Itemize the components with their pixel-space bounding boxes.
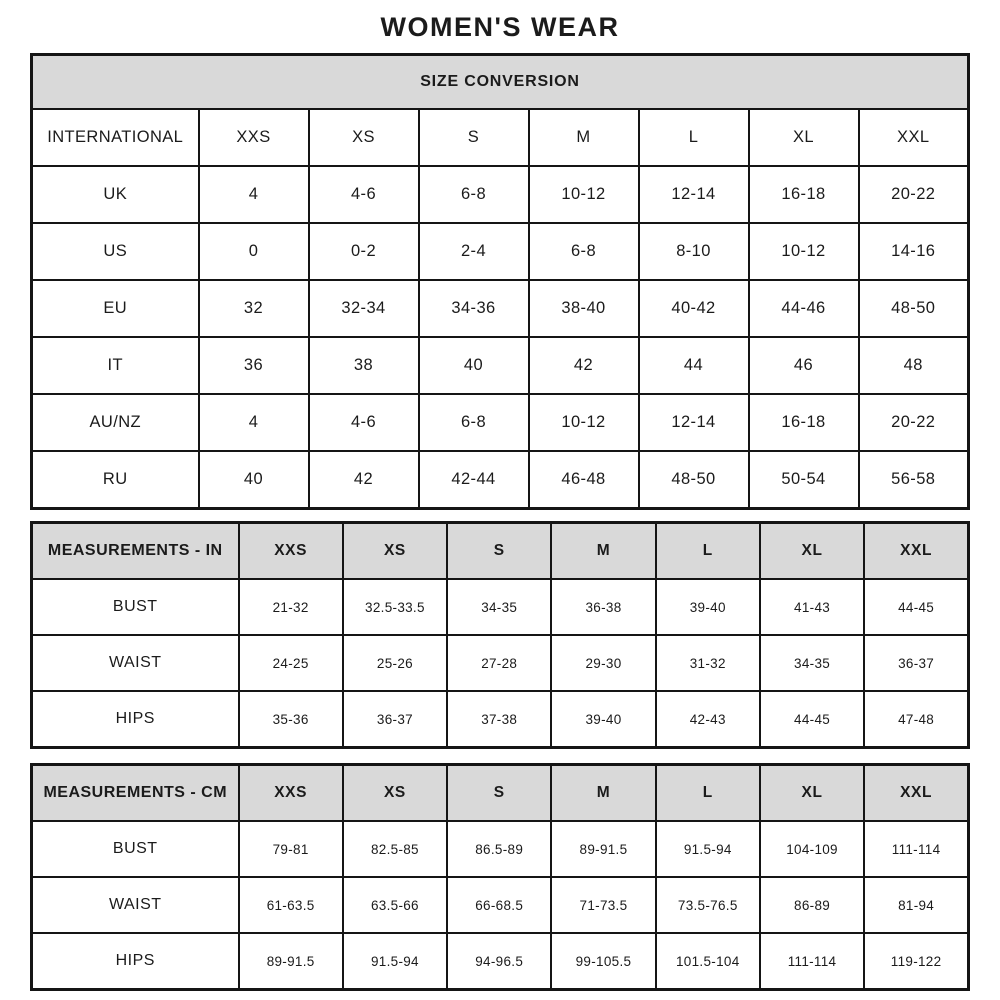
value-cell: 119-122	[864, 933, 968, 990]
table-row	[32, 635, 969, 691]
table-row	[32, 691, 969, 748]
column-header-row	[32, 109, 969, 166]
value-cell: 89-91.5	[239, 933, 343, 990]
value-cell: 104-109	[760, 821, 864, 877]
size-header-xxs: XXS	[239, 523, 343, 580]
value-cell: 73.5-76.5	[656, 877, 760, 933]
value-cell: 31-32	[656, 635, 760, 691]
value-cell: 82.5-85	[343, 821, 447, 877]
value-cell: 91.5-94	[656, 821, 760, 877]
size-header-l: L	[639, 109, 749, 166]
value-cell: 20-22	[859, 394, 969, 451]
value-cell: 4-6	[309, 394, 419, 451]
value-cell: 101.5-104	[656, 933, 760, 990]
value-cell: 32.5-33.5	[343, 579, 447, 635]
size-header-xs: XS	[309, 109, 419, 166]
value-cell: 36-38	[551, 579, 655, 635]
row-label: WAIST	[32, 635, 239, 691]
table-row	[32, 394, 969, 451]
value-cell: 24-25	[239, 635, 343, 691]
row-label: RU	[32, 451, 199, 509]
size-header-s: S	[447, 765, 551, 822]
value-cell: 44-46	[749, 280, 859, 337]
row-label: BUST	[32, 579, 239, 635]
size-header-l: L	[656, 765, 760, 822]
value-cell: 44	[639, 337, 749, 394]
value-cell: 71-73.5	[551, 877, 655, 933]
value-cell: 36-37	[343, 691, 447, 748]
value-cell: 42	[529, 337, 639, 394]
row-label: BUST	[32, 821, 239, 877]
value-cell: 12-14	[639, 166, 749, 223]
row-label: HIPS	[32, 933, 239, 990]
table-row	[32, 579, 969, 635]
size-header-xxs: XXS	[199, 109, 309, 166]
value-cell: 36-37	[864, 635, 968, 691]
size-header-l: L	[656, 523, 760, 580]
value-cell: 44-45	[760, 691, 864, 748]
value-cell: 39-40	[551, 691, 655, 748]
value-cell: 10-12	[529, 166, 639, 223]
value-cell: 0-2	[309, 223, 419, 280]
table-title-row	[32, 55, 969, 110]
value-cell: 38-40	[529, 280, 639, 337]
value-cell: 10-12	[529, 394, 639, 451]
value-cell: 94-96.5	[447, 933, 551, 990]
table-title: SIZE CONVERSION	[32, 55, 969, 110]
size-header-xxl: XXL	[859, 109, 969, 166]
value-cell: 42	[309, 451, 419, 509]
table-row	[32, 451, 969, 509]
table-row	[32, 223, 969, 280]
value-cell: 38	[309, 337, 419, 394]
row-label: EU	[32, 280, 199, 337]
value-cell: 63.5-66	[343, 877, 447, 933]
value-cell: 99-105.5	[551, 933, 655, 990]
size-header-xxl: XXL	[864, 765, 968, 822]
value-cell: 2-4	[419, 223, 529, 280]
size-header-xl: XL	[749, 109, 859, 166]
value-cell: 42-43	[656, 691, 760, 748]
table-row	[32, 877, 969, 933]
measurements-in-table	[30, 521, 970, 749]
value-cell: 6-8	[419, 166, 529, 223]
value-cell: 32	[199, 280, 309, 337]
table-row	[32, 166, 969, 223]
size-conversion-table	[30, 53, 970, 510]
value-cell: 8-10	[639, 223, 749, 280]
measurements-cm-table	[30, 763, 970, 991]
value-cell: 12-14	[639, 394, 749, 451]
value-cell: 6-8	[529, 223, 639, 280]
value-cell: 56-58	[859, 451, 969, 509]
table-row	[32, 933, 969, 990]
value-cell: 25-26	[343, 635, 447, 691]
value-cell: 34-35	[760, 635, 864, 691]
corner-header: MEASUREMENTS - IN	[32, 523, 239, 580]
value-cell: 66-68.5	[447, 877, 551, 933]
value-cell: 6-8	[419, 394, 529, 451]
value-cell: 48-50	[639, 451, 749, 509]
value-cell: 16-18	[749, 166, 859, 223]
value-cell: 40	[419, 337, 529, 394]
value-cell: 86.5-89	[447, 821, 551, 877]
value-cell: 46	[749, 337, 859, 394]
size-header-xl: XL	[760, 523, 864, 580]
row-label: IT	[32, 337, 199, 394]
value-cell: 61-63.5	[239, 877, 343, 933]
value-cell: 44-45	[864, 579, 968, 635]
size-header-s: S	[447, 523, 551, 580]
row-label: WAIST	[32, 877, 239, 933]
size-header-xs: XS	[343, 765, 447, 822]
corner-header: INTERNATIONAL	[32, 109, 199, 166]
value-cell: 47-48	[864, 691, 968, 748]
value-cell: 79-81	[239, 821, 343, 877]
table-row	[32, 337, 969, 394]
size-header-xxs: XXS	[239, 765, 343, 822]
row-label: US	[32, 223, 199, 280]
value-cell: 0	[199, 223, 309, 280]
size-header-xs: XS	[343, 523, 447, 580]
value-cell: 48-50	[859, 280, 969, 337]
value-cell: 32-34	[309, 280, 419, 337]
row-label: HIPS	[32, 691, 239, 748]
value-cell: 35-36	[239, 691, 343, 748]
value-cell: 86-89	[760, 877, 864, 933]
column-header-row	[32, 765, 969, 822]
value-cell: 27-28	[447, 635, 551, 691]
size-header-m: M	[551, 523, 655, 580]
value-cell: 41-43	[760, 579, 864, 635]
value-cell: 4-6	[309, 166, 419, 223]
value-cell: 36	[199, 337, 309, 394]
size-header-xl: XL	[760, 765, 864, 822]
value-cell: 40	[199, 451, 309, 509]
value-cell: 46-48	[529, 451, 639, 509]
size-header-m: M	[529, 109, 639, 166]
value-cell: 48	[859, 337, 969, 394]
row-label: AU/NZ	[32, 394, 199, 451]
page-title: WOMEN'S WEAR	[380, 12, 620, 42]
column-header-row	[32, 523, 969, 580]
size-header-xxl: XXL	[864, 523, 968, 580]
value-cell: 4	[199, 394, 309, 451]
table-row	[32, 280, 969, 337]
value-cell: 16-18	[749, 394, 859, 451]
value-cell: 81-94	[864, 877, 968, 933]
value-cell: 20-22	[859, 166, 969, 223]
value-cell: 10-12	[749, 223, 859, 280]
size-header-s: S	[419, 109, 529, 166]
value-cell: 40-42	[639, 280, 749, 337]
value-cell: 21-32	[239, 579, 343, 635]
value-cell: 34-35	[447, 579, 551, 635]
value-cell: 89-91.5	[551, 821, 655, 877]
value-cell: 39-40	[656, 579, 760, 635]
value-cell: 37-38	[447, 691, 551, 748]
value-cell: 4	[199, 166, 309, 223]
size-header-m: M	[551, 765, 655, 822]
row-label: UK	[32, 166, 199, 223]
value-cell: 29-30	[551, 635, 655, 691]
value-cell: 42-44	[419, 451, 529, 509]
value-cell: 91.5-94	[343, 933, 447, 990]
value-cell: 50-54	[749, 451, 859, 509]
value-cell: 111-114	[760, 933, 864, 990]
corner-header: MEASUREMENTS - CM	[32, 765, 239, 822]
value-cell: 34-36	[419, 280, 529, 337]
value-cell: 14-16	[859, 223, 969, 280]
value-cell: 111-114	[864, 821, 968, 877]
table-row	[32, 821, 969, 877]
